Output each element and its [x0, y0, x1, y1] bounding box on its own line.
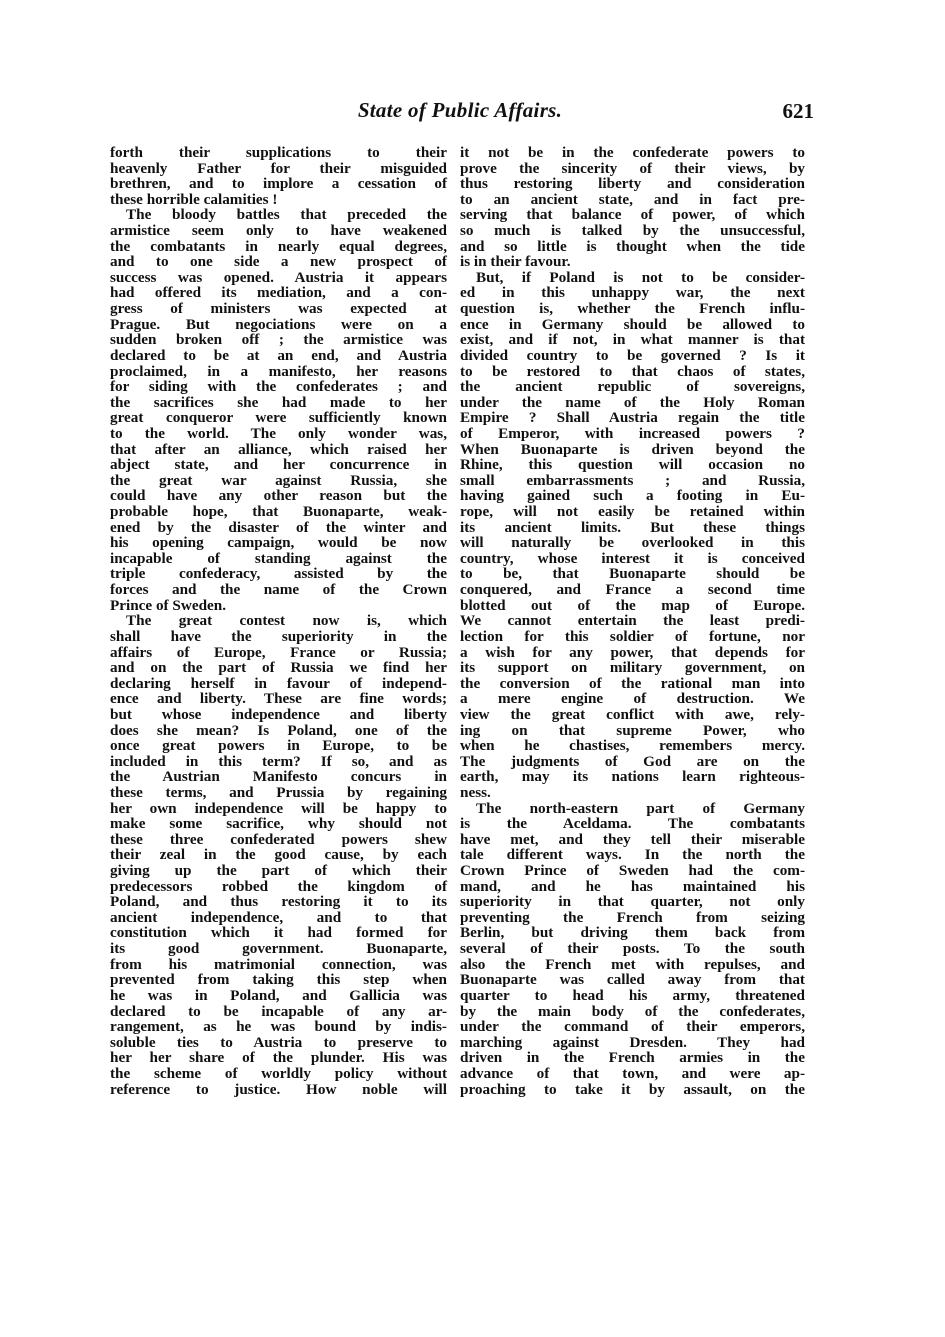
text-line: shall have the superiority in the	[110, 627, 447, 645]
text-line: We cannot entertain the least predi-	[460, 612, 805, 630]
text-line: Prince of Sweden.	[110, 596, 226, 614]
text-line: these horrible calamities !	[110, 190, 278, 208]
text-line: and on the part of Russia we find her	[110, 659, 447, 677]
text-line: probable hope, that Buonaparte, weak-	[110, 503, 447, 521]
text-line: view the great conflict with awe, rely-	[460, 705, 805, 723]
text-line: forth their supplications to their	[110, 144, 447, 161]
text-line: ancient independence, and to that	[110, 908, 447, 926]
text-line: declaring herself in favour of independ-	[110, 674, 447, 692]
text-line: her her share of the plunder. His was	[110, 1049, 447, 1067]
text-line: when he chastises, remembers mercy.	[460, 737, 805, 755]
text-line: it not be in the confederate powers to	[460, 144, 805, 161]
text-line: preventing the French from seizing	[460, 908, 805, 926]
text-line: a mere engine of destruction. We	[460, 690, 805, 708]
text-line: these three confederated powers shew	[110, 830, 447, 848]
text-line: their zeal in the good cause, by each	[110, 846, 447, 864]
text-line: blotted out of the map of Europe.	[460, 596, 805, 614]
text-line: small embarrassments ; and Russia,	[460, 471, 805, 489]
text-line: the sacrifices she had made to her	[110, 393, 447, 411]
text-line: Crown Prince of Sweden had the com-	[460, 862, 805, 880]
text-line: the conversion of the rational man into	[460, 674, 805, 692]
text-line: of Emperor, with increased powers ?	[460, 424, 805, 442]
text-line: question is, whether the French influ-	[460, 300, 805, 318]
text-line: quarter to head his army, threatened	[460, 986, 805, 1004]
text-line: had offered its mediation, and a con-	[110, 284, 447, 302]
text-line: thus restoring liberty and consideration	[460, 175, 805, 193]
text-line: forces and the name of the Crown	[110, 581, 447, 599]
text-line: earth, may its nations learn righteous-	[460, 768, 805, 786]
text-line: great conqueror were sufficiently known	[110, 409, 447, 427]
text-line: declared to be incapable of any ar-	[110, 1002, 447, 1020]
text-line: Buonaparte was called away from that	[460, 971, 805, 989]
text-line: is in their favour.	[460, 253, 571, 271]
text-line: constitution which it had formed for	[110, 924, 447, 942]
text-line: rangement, as he was bound by indis-	[110, 1018, 447, 1036]
text-line: success was opened. Austria it appears	[110, 268, 447, 286]
text-line: giving up the part of which their	[110, 862, 447, 880]
text-line: reference to justice. How noble will	[110, 1080, 447, 1098]
text-line: under the command of their emperors,	[460, 1018, 805, 1036]
text-line: could have any other reason but the	[110, 487, 447, 505]
text-line: for siding with the confederates ; and	[110, 378, 447, 396]
text-line: affairs of Europe, France or Russia;	[110, 643, 447, 661]
text-line: The bloody battles that preceded the	[126, 206, 447, 224]
text-line: ing on that supreme Power, who	[460, 721, 805, 739]
text-line: sudden broken off ; the armistice was	[110, 331, 447, 349]
text-line: ence and liberty. These are fine words;	[110, 690, 447, 708]
text-line: the ancient republic of sovereigns,	[460, 378, 805, 396]
text-line: incapable of standing against the	[110, 549, 447, 567]
text-line: country, whose interest it is conceived	[460, 549, 805, 567]
text-line: brethren, and to implore a cessation of	[110, 175, 447, 193]
left-column	[110, 145, 447, 1097]
text-line: Rhine, this question will occasion no	[460, 456, 805, 474]
text-line: will naturally be overlooked in this	[460, 534, 805, 552]
text-line: ened by the disaster of the winter and	[110, 518, 447, 536]
text-line: rope, will not easily be retained within	[460, 503, 805, 521]
text-line: But, if Poland is not to be consider-	[476, 268, 805, 286]
text-line: its support on military government, on	[460, 659, 805, 677]
text-line: triple confederacy, assisted by the	[110, 565, 447, 583]
text-line: make some sacrifice, why should not	[110, 815, 447, 833]
text-line: its good government. Buonaparte,	[110, 940, 447, 958]
text-line: Poland, and thus restoring it to its	[110, 893, 447, 911]
text-line: exist, and if not, in what manner is that	[460, 331, 805, 349]
text-line: his opening campaign, would be now	[110, 534, 447, 552]
text-line: The north-eastern part of Germany	[476, 799, 805, 817]
text-line: predecessors robbed the kingdom of	[110, 877, 447, 895]
text-line: by the main body of the confederates,	[460, 1002, 805, 1020]
text-line: but whose independence and liberty	[110, 705, 447, 723]
text-line: abject state, and her concurrence in	[110, 456, 447, 474]
text-line: superiority in that quarter, not only	[460, 893, 805, 911]
text-line: proaching to take it by assault, on the	[460, 1080, 805, 1098]
text-line: have met, and they tell their miserable	[460, 830, 805, 848]
text-line: is the Aceldama. The combatants	[460, 815, 805, 833]
text-line: mand, and he has maintained his	[460, 877, 805, 895]
text-line: advance of that town, and were ap-	[460, 1064, 805, 1082]
text-line: lection for this soldier of fortune, nor	[460, 627, 805, 645]
text-line: its ancient limits. But these things	[460, 518, 805, 536]
text-line: and to one side a new prospect of	[110, 253, 447, 271]
text-line: proclaimed, in a manifesto, her reasons	[110, 362, 447, 380]
text-line: The great contest now is, which	[126, 612, 447, 630]
text-line: gress of ministers was expected at	[110, 300, 447, 318]
text-line: having gained such a footing in Eu-	[460, 487, 805, 505]
text-line: to an ancient state, and in fact pre-	[460, 190, 805, 208]
text-line: Prague. But negociations were on a	[110, 315, 447, 333]
text-line: serving that balance of power, of which	[460, 206, 805, 224]
text-line: armistice seem only to have weakened	[110, 222, 447, 240]
text-line: included in this term? If so, and as	[110, 752, 447, 770]
text-line: declared to be at an end, and Austria	[110, 346, 447, 364]
text-line: conquered, and France a second time	[460, 581, 805, 599]
text-line: from his matrimonial connection, was	[110, 955, 447, 973]
text-line: soluble ties to Austria to preserve to	[110, 1033, 447, 1051]
text-line: the scheme of worldly policy without	[110, 1064, 447, 1082]
text-line: prevented from taking this step when	[110, 971, 447, 989]
right-column	[460, 145, 805, 1097]
text-line: driven in the French armies in the	[460, 1049, 805, 1067]
text-line: and so little is thought when the tide	[460, 237, 805, 255]
text-line: the Austrian Manifesto concurs in	[110, 768, 447, 786]
text-line: several of their posts. To the south	[460, 940, 805, 958]
text-line: prove the sincerity of their views, by	[460, 159, 805, 177]
text-line: divided country to be governed ? Is it	[460, 346, 805, 364]
text-line: When Buonaparte is driven beyond the	[460, 440, 805, 458]
text-line: ness.	[460, 783, 491, 801]
text-line: he was in Poland, and Gallicia was	[110, 986, 447, 1004]
text-line: the great war against Russia, she	[110, 471, 447, 489]
text-line: Empire ? Shall Austria regain the title	[460, 409, 805, 427]
text-line: so much is talked by the unsuccessful,	[460, 222, 805, 240]
text-line: these terms, and Prussia by regaining	[110, 783, 447, 801]
text-line: that after an alliance, which raised her	[110, 440, 447, 458]
text-line: Berlin, but driving them back from	[460, 924, 805, 942]
page-header	[110, 98, 814, 126]
text-line: under the name of the Holy Roman	[460, 393, 805, 411]
text-line: a wish for any power, that depends for	[460, 643, 805, 661]
text-line: ence in Germany should be allowed to	[460, 315, 805, 333]
text-line: once great powers in Europe, to be	[110, 737, 447, 755]
running-title: State of Public Affairs.	[357, 98, 563, 122]
text-line: to be restored to that chaos of states,	[460, 362, 805, 380]
text-line: does she mean? Is Poland, one of the	[110, 721, 447, 739]
page-number: 621	[782, 99, 814, 123]
text-line: the combatants in nearly equal degrees,	[110, 237, 447, 255]
text-line: also the French met with repulses, and	[460, 955, 805, 973]
text-line: ed in this unhappy war, the next	[460, 284, 805, 302]
text-line: to be, that Buonaparte should be	[460, 565, 805, 583]
text-line: tale different ways. In the north the	[460, 846, 805, 864]
text-line: heavenly Father for their misguided	[110, 159, 447, 177]
text-line: The judgments of God are on the	[460, 752, 805, 770]
text-line: her own independence will be happy to	[110, 799, 447, 817]
text-line: to the world. The only wonder was,	[110, 424, 447, 442]
text-line: marching against Dresden. They had	[460, 1033, 805, 1051]
